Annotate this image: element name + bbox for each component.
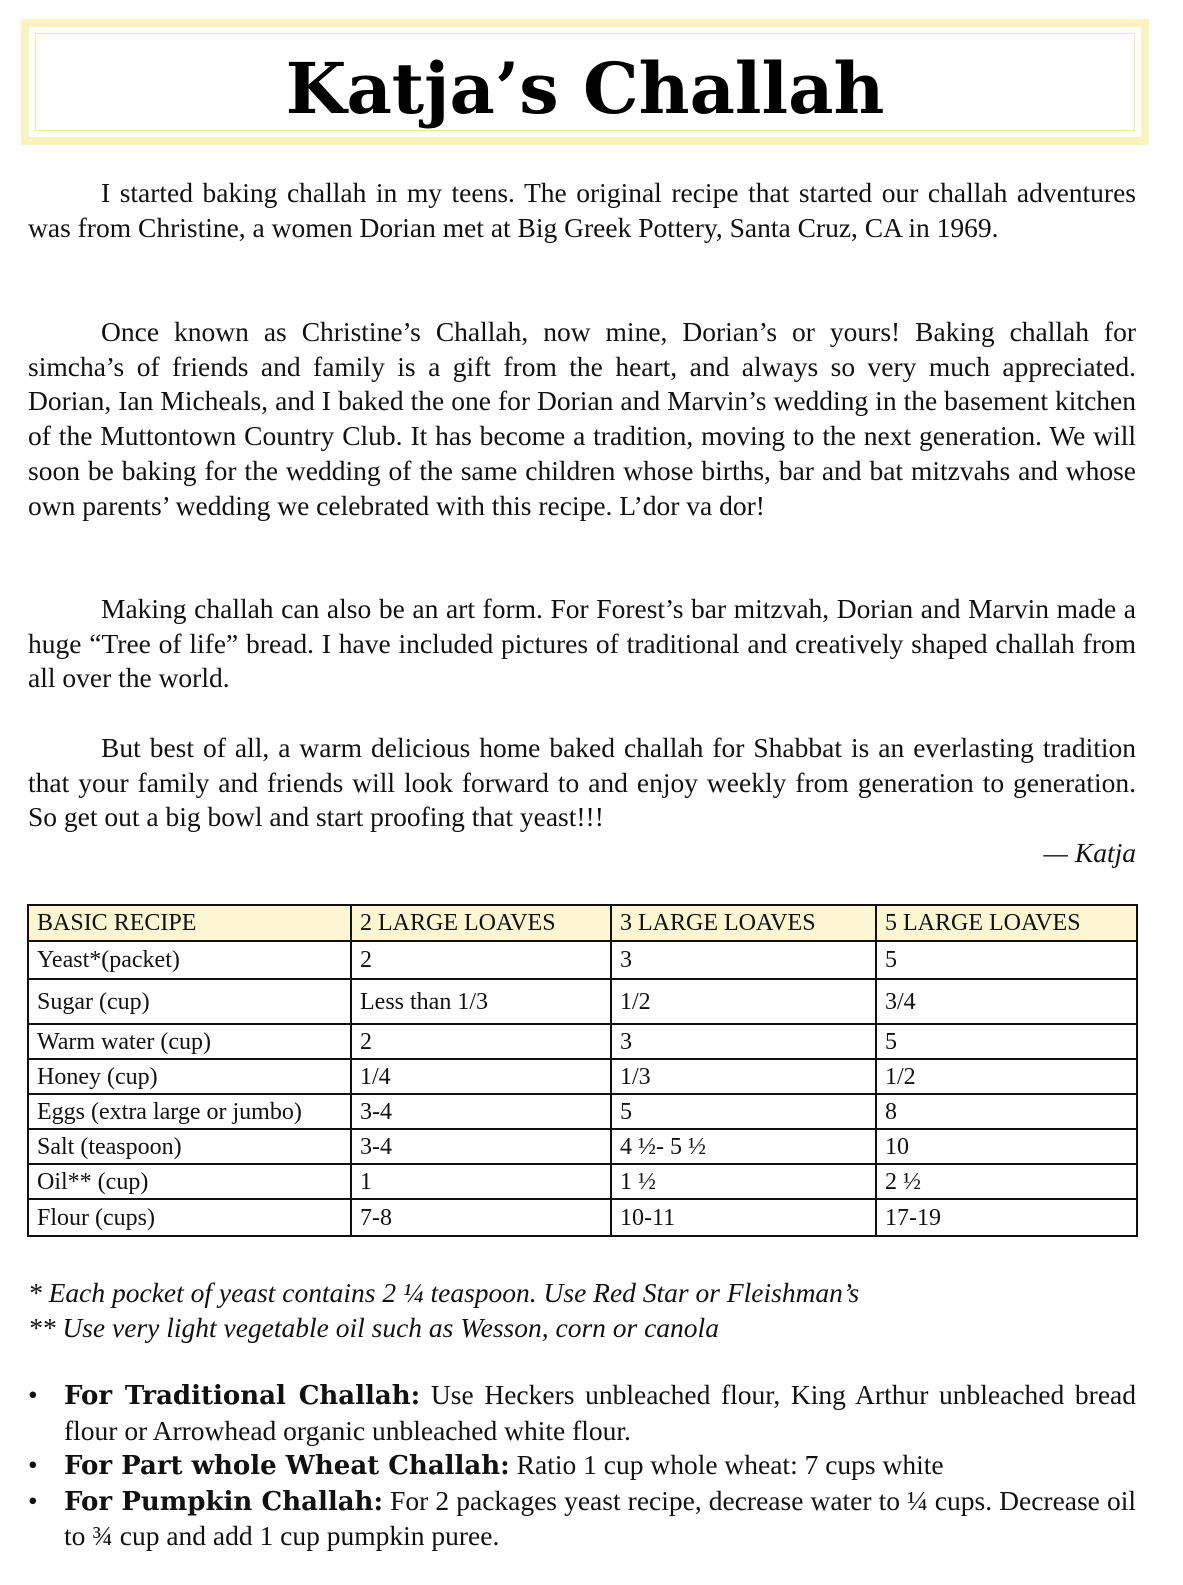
table-row xyxy=(28,1129,1137,1164)
value-cell: Less than 1/3 xyxy=(351,979,611,1024)
ingredient-cell: Yeast*(packet) xyxy=(28,941,351,979)
value-cell: 3 xyxy=(611,1024,876,1059)
value-cell: 2 xyxy=(351,1024,611,1059)
footnote-oil: ** Use very light vegetable oil such as Wesson, corn or canola xyxy=(28,1312,719,1343)
value-cell: 7-8 xyxy=(351,1199,611,1236)
value-cell: 8 xyxy=(876,1094,1137,1129)
tip-label: For Traditional Challah: xyxy=(64,1381,421,1411)
value-cell: 1/3 xyxy=(611,1059,876,1094)
title-banner xyxy=(21,19,1149,145)
value-cell: 4 ½- 5 ½ xyxy=(611,1129,876,1164)
ingredient-cell: Oil** (cup) xyxy=(28,1164,351,1199)
value-cell: 1 ½ xyxy=(611,1164,876,1199)
tip-text: For 2 packages yeast recipe, decrease water to ¼ cups. Decrease oil to ¾ cup and add 1 cup pumpkin puree. xyxy=(64,1484,1136,1551)
list-item xyxy=(28,1448,1136,1484)
value-cell: 1/2 xyxy=(876,1059,1137,1094)
table-row xyxy=(28,1199,1137,1236)
value-cell: 1 xyxy=(351,1164,611,1199)
header-cell: 2 LARGE LOAVES xyxy=(351,905,611,941)
table-row xyxy=(28,1059,1137,1094)
page-title: Katja’s Challah xyxy=(285,47,885,130)
table-row xyxy=(28,1094,1137,1129)
intro-paragraph-2: Once known as Christine’s Challah, now mine, Dorian’s or yours! Baking challah for simcha’s of friends and family is a gift from the heart, and always so very much appreciated. Dorian, Ian Micheals, and I baked the one for Dorian and Marvin’s wedding in the basement kitchen of the Muttontown Country Club. It has become a tradition, moving to the next generation. We will soon be baking for the wedding of the same children whose births, bar and bat mitzvahs and whose own parents’ wedding we celebrated with this recipe. L’dor va dor! xyxy=(28,316,1136,521)
table-row xyxy=(28,1164,1137,1199)
value-cell: 2 xyxy=(351,941,611,979)
table-row xyxy=(28,941,1137,979)
ingredient-cell: Flour (cups) xyxy=(28,1199,351,1236)
footnotes xyxy=(28,1275,859,1345)
value-cell: 5 xyxy=(611,1094,876,1129)
recipe-table xyxy=(27,904,1138,1237)
value-cell: 5 xyxy=(876,941,1137,979)
value-cell: 3-4 xyxy=(351,1094,611,1129)
tip-label: For Part whole Wheat Challah: xyxy=(64,1451,510,1481)
ingredient-cell: Honey (cup) xyxy=(28,1059,351,1094)
signature: — Katja xyxy=(1043,837,1136,868)
bullet-icon: • xyxy=(28,1449,38,1480)
variation-list xyxy=(28,1378,1136,1554)
tip-text: Ratio 1 cup whole wheat: 7 cups white xyxy=(509,1449,944,1480)
header-cell: BASIC RECIPE xyxy=(28,905,351,941)
ingredient-cell: Warm water (cup) xyxy=(28,1024,351,1059)
table-row xyxy=(28,1024,1137,1059)
intro-paragraph-4: But best of all, a warm delicious home baked challah for Shabbat is an everlasting tradition that your family and friends will look forward to and enjoy weekly from generation to generation. So get out a big bowl and start proofing that yeast!!! xyxy=(28,732,1136,833)
ingredient-cell: Eggs (extra large or jumbo) xyxy=(28,1094,351,1129)
footnote-yeast: * Each pocket of yeast contains 2 ¼ teaspoon. Use Red Star or Fleishman’s xyxy=(28,1277,860,1308)
bullet-icon: • xyxy=(28,1484,38,1516)
value-cell: 2 ½ xyxy=(876,1164,1137,1199)
value-cell: 1/4 xyxy=(351,1059,611,1094)
header-cell: 5 LARGE LOAVES xyxy=(876,905,1137,941)
list-item xyxy=(28,1484,1136,1554)
value-cell: 17-19 xyxy=(876,1199,1137,1236)
ingredient-cell: Salt (teaspoon) xyxy=(28,1129,351,1164)
value-cell: 5 xyxy=(876,1024,1137,1059)
intro-paragraph-3: Making challah can also be an art form. For Forest’s bar mitzvah, Dorian and Marvin made a huge “Tree of life” bread. I have included pictures of traditional and creatively shaped challah from all over the world. xyxy=(28,593,1136,694)
value-cell: 3-4 xyxy=(351,1129,611,1164)
value-cell: 3 xyxy=(611,941,876,979)
value-cell: 10 xyxy=(876,1129,1137,1164)
list-item xyxy=(28,1378,1136,1448)
header-cell: 3 LARGE LOAVES xyxy=(611,905,876,941)
value-cell: 3/4 xyxy=(876,979,1137,1024)
tip-text: Use Heckers unbleached flour, King Arthur unbleached bread flour or Arrowhead organic unbleached white flour. xyxy=(64,1379,1136,1446)
ingredient-cell: Sugar (cup) xyxy=(28,979,351,1024)
value-cell: 1/2 xyxy=(611,979,876,1024)
value-cell: 10-11 xyxy=(611,1199,876,1236)
bullet-icon: • xyxy=(28,1379,38,1410)
table-row xyxy=(28,979,1137,1024)
table-header-row xyxy=(28,905,1137,941)
tip-label: For Pumpkin Challah: xyxy=(64,1486,384,1517)
intro-paragraph-1: I started baking challah in my teens. The original recipe that started our challah adventures was from Christine, a women Dorian met at Big Greek Pottery, Santa Cruz, CA in 1969. xyxy=(28,177,1136,243)
